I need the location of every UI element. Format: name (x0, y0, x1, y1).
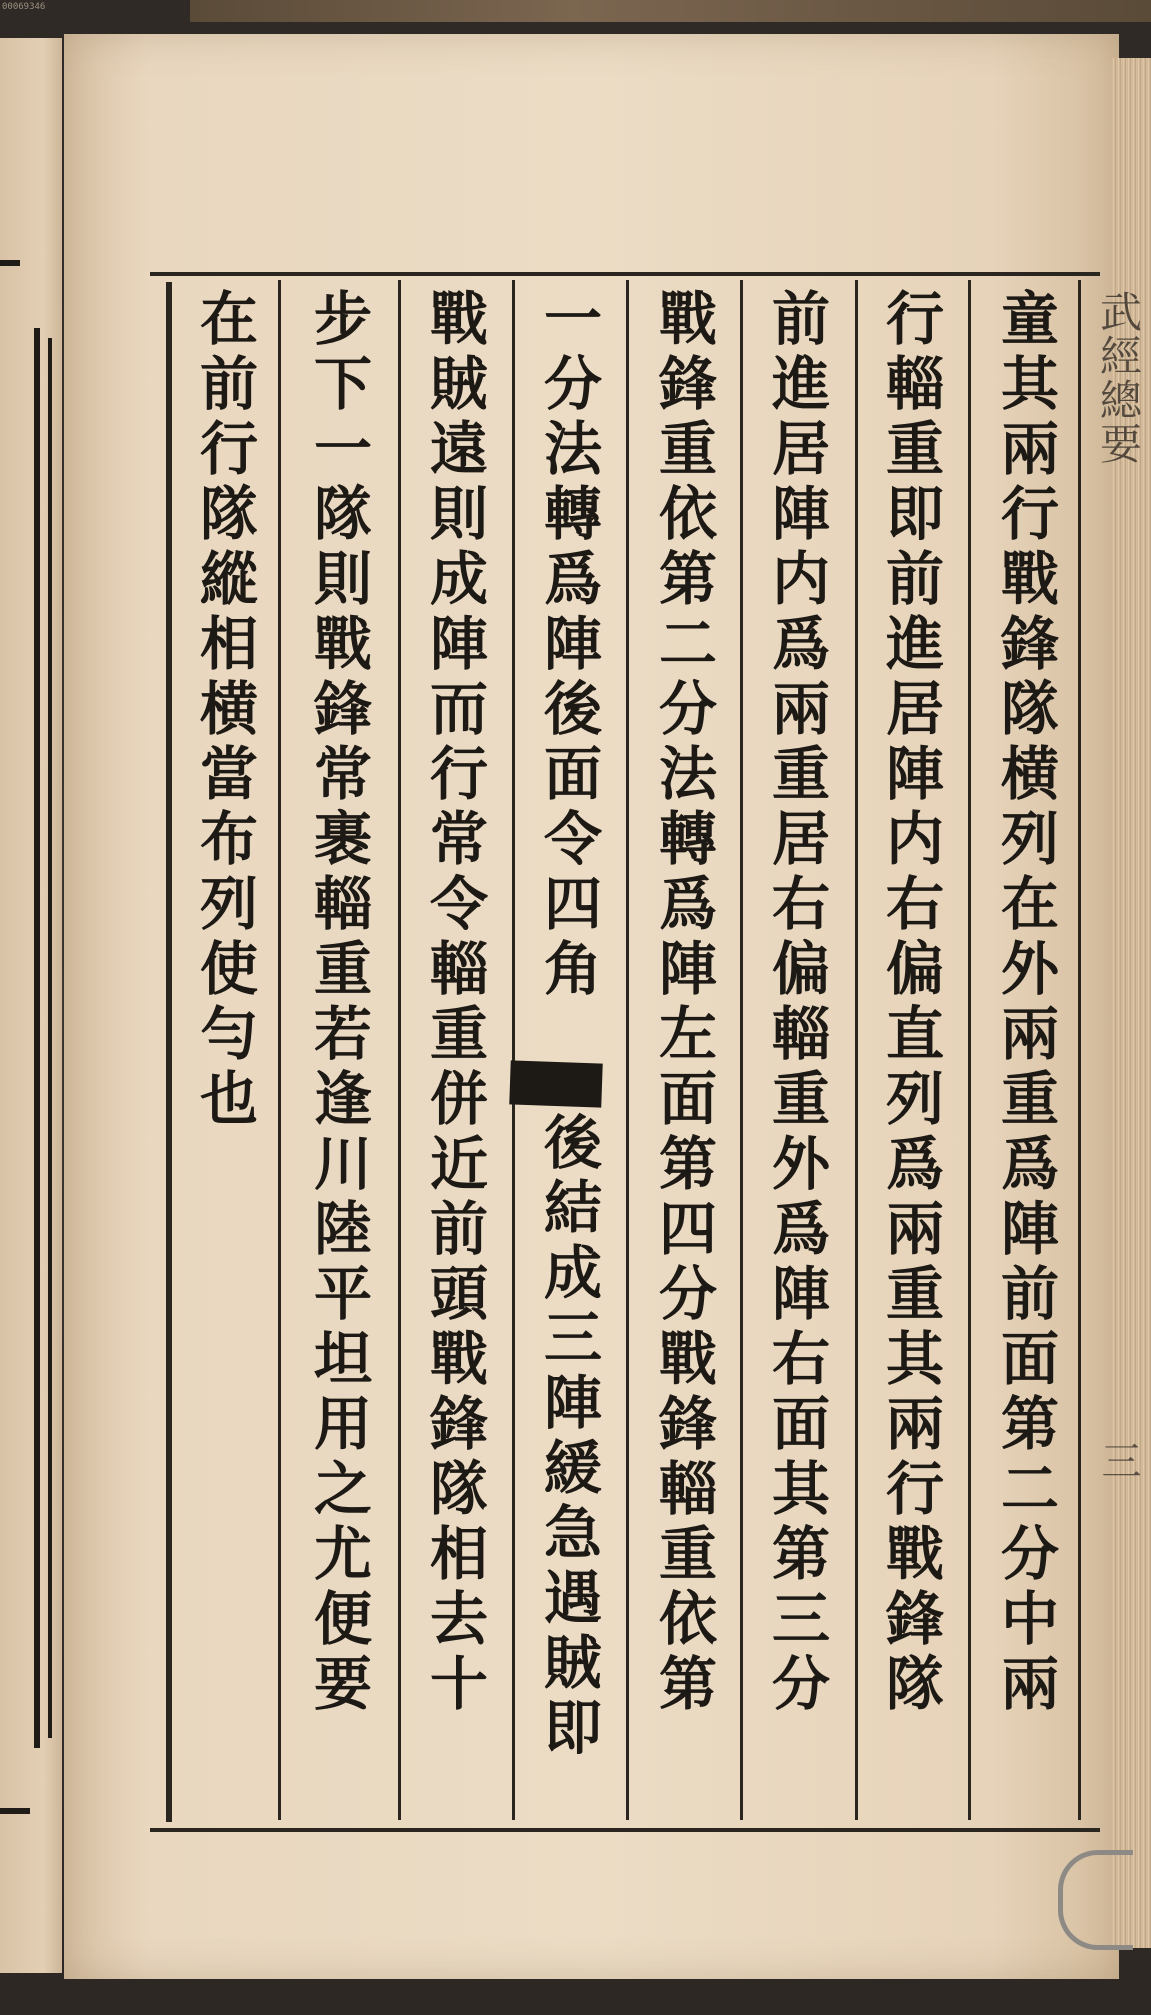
facing-rule (48, 338, 52, 1738)
margin-title: 武經總要 (1094, 290, 1143, 466)
facing-page-fragment (0, 38, 62, 1973)
text-column-3: 前進居陣内爲兩重居右偏輜重外爲陣右面其第三分 (762, 288, 830, 1718)
frame-left-rule (166, 282, 172, 1822)
column-rule (278, 280, 281, 1820)
column-rule (512, 280, 515, 1820)
facing-rule (0, 260, 20, 266)
ink-blot (509, 1060, 602, 1107)
text-column-5: 一分法轉爲陣後面令四角 (534, 288, 602, 1003)
text-column-1: 童其兩行戰鋒隊横列在外兩重爲陣前面第二分中兩 (991, 288, 1059, 1718)
folio-number: 三 (1095, 1440, 1141, 1480)
text-column-4: 戰鋒重依第二分法轉爲陣左面第四分戰鋒輜重依第 (649, 288, 717, 1718)
column-rule (1078, 280, 1081, 1820)
text-column-8: 在前行隊縱相横當布列使勻也 (190, 288, 258, 1133)
text-column-6: 戰賊遠則成陣而行常令輜重併近前頭戰鋒隊相去十 (420, 288, 488, 1718)
text-column-5-continued: 後結成三陣緩急遇賊即 (534, 1112, 602, 1762)
column-rule (855, 280, 858, 1820)
text-column-2: 行輜重即前進居陣内右偏直列爲兩重其兩行戰鋒隊 (876, 288, 944, 1718)
facing-rule (0, 1808, 30, 1814)
column-rule (626, 280, 629, 1820)
facing-rule (34, 328, 40, 1748)
frame-bottom-rule (150, 1828, 1100, 1832)
text-column-7: 步下一隊則戰鋒常裹輜重若逢川陸平坦用之尤便要 (304, 288, 372, 1718)
column-rule (968, 280, 971, 1820)
column-rule (398, 280, 401, 1820)
column-rule (740, 280, 743, 1820)
catalog-number: 00069346 (2, 2, 46, 12)
cover-edge (190, 0, 1151, 22)
binding-ring (1058, 1850, 1133, 1950)
frame-top-rule (150, 272, 1100, 276)
